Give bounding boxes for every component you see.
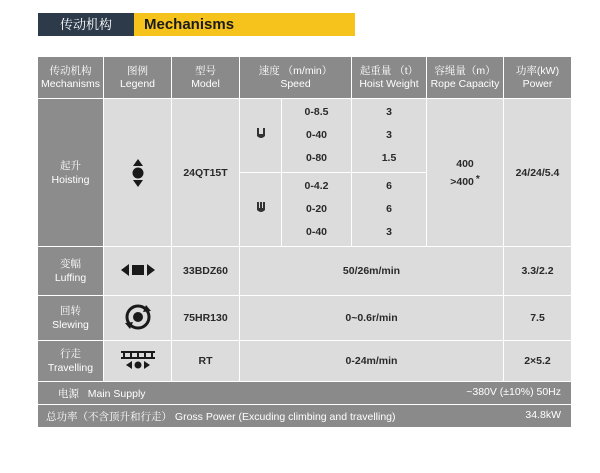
header-mechanisms: 传动机构 Mechanisms [38,57,104,99]
section-banner [38,13,355,36]
banner-title-cn: 传动机构 [38,13,134,36]
speed-value: 0-40 [305,129,327,141]
gross-label: 总功率（不含顶升和行走） Gross Power (Excuding climbing and travelling) [46,410,396,423]
speed-value: 0-20 [305,203,327,215]
speed-value: 0-8.5 [304,106,329,118]
luffing-model: 33BDZ60 [172,247,240,296]
hoisting-power: 24/24/5.4 [504,99,572,247]
weight-value: 3 [386,226,392,238]
travelling-speed: 0-24m/min [240,341,504,382]
weight-value: 1.5 [381,152,397,164]
speed-value: 0-4.2 [304,180,329,192]
hoisting-label: 起升 Hoisting [38,99,104,247]
main-supply [38,382,572,405]
hoist-speed-group-1 [282,99,352,173]
luffing-speed: 50/26m/min [240,247,504,296]
header-legend: 图例 Legend [104,57,172,99]
slewing-power: 7.5 [504,296,572,341]
hoist-updown-icon [130,158,146,188]
hoisting-legend [104,99,172,247]
luffing-legend [104,247,172,296]
hoisting-row-1 [38,99,572,173]
supply-label: 电源 Main Supply [58,387,146,400]
hook-double-icon [255,201,267,215]
weight-value: 6 [386,180,392,192]
gross-power [38,405,572,428]
slewing-speed: 0~0.6r/min [240,296,504,341]
weight-value: 3 [386,106,392,118]
slewing-legend [104,296,172,341]
hook-single-cell [240,99,282,173]
luffing-row [38,247,572,296]
slewing-row [38,296,572,341]
weight-value: 3 [386,129,392,141]
hook-single-icon [255,127,267,141]
supply-value: ~380V (±10%) 50Hz [466,385,561,398]
header-power: 功率(kW) Power [504,57,572,99]
travelling-rail-icon [120,350,156,370]
slewing-model: 75HR130 [172,296,240,341]
hoisting-model: 24QT15T [172,99,240,247]
hoist-weight-group-1 [352,99,427,173]
header-row [38,57,572,99]
header-rope-capacity: 容绳量（m） Rope Capacity [427,57,504,99]
header-model: 型号 Model [172,57,240,99]
travelling-model: RT [172,341,240,382]
luffing-label: 变幅 Luffing [38,247,104,296]
rope-note-mark: * [475,173,480,185]
travelling-row [38,341,572,382]
gross-value: 34.8kW [525,408,561,421]
speed-value: 0-40 [305,226,327,238]
header-speed: 速度 （m/min） Speed [240,57,352,99]
rope-capacity: 400 >400 * [427,99,504,247]
slewing-label: 回转 Slewing [38,296,104,341]
speed-value: 0-80 [305,152,327,164]
mechanisms-table [37,56,572,428]
supply-row [38,382,572,405]
banner-title-en: Mechanisms [144,16,235,33]
weight-value: 6 [386,203,392,215]
hook-double-cell [240,173,282,247]
luffing-power: 3.3/2.2 [504,247,572,296]
header-hoist-weight: 起重量 （t） Hoist Weight [352,57,427,99]
luffing-arrows-icon [120,263,156,277]
travelling-power: 2×5.2 [504,341,572,382]
gross-row [38,405,572,428]
travelling-label: 行走 Travelling [38,341,104,382]
hoist-speed-group-2 [282,173,352,247]
slewing-rotate-icon [124,303,152,331]
travelling-legend [104,341,172,382]
hoist-weight-group-2 [352,173,427,247]
